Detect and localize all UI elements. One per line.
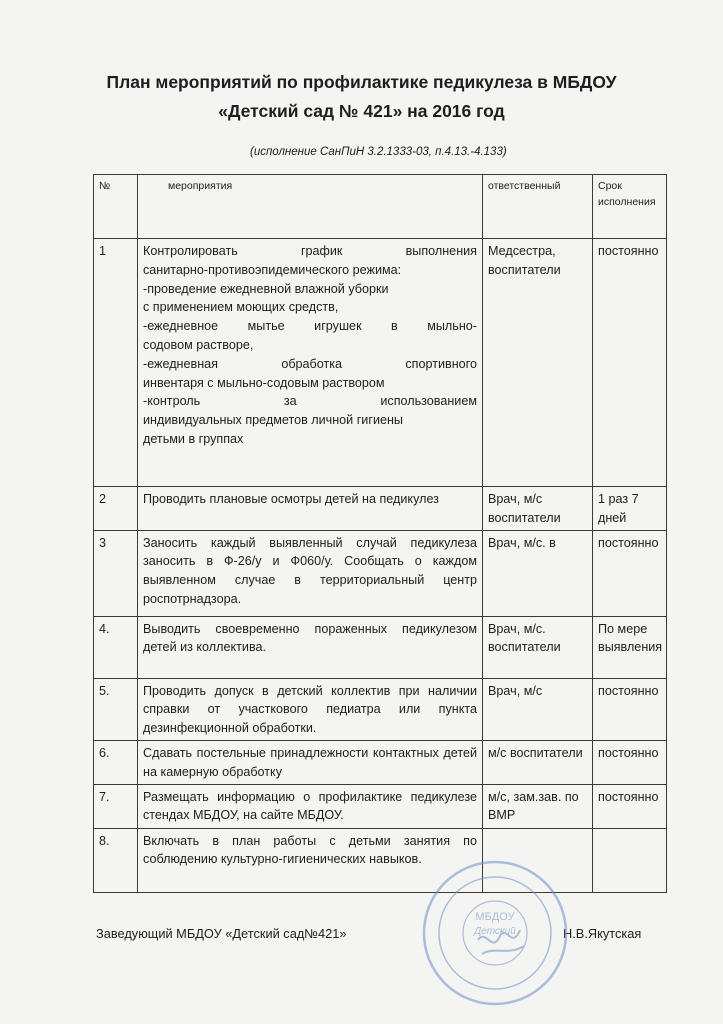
row-responsible: Врач, м/с. в bbox=[483, 530, 593, 616]
activity-line: -ежедневное мытье игрушек в мыльно- bbox=[143, 319, 477, 334]
row-responsible: м/с, зам.зав. по ВМР bbox=[483, 784, 593, 828]
row-activity: Сдавать постельные принадлежности контактных детей на камерную обработку bbox=[138, 740, 483, 784]
stamp-middle-text: Детский bbox=[474, 926, 516, 937]
row-activity: Размещать информацию о профилактике педикулезе стендах МБДОУ, на сайте МБДОУ. bbox=[138, 784, 483, 828]
document-subtitle: (исполнение СанПиН 3.2.1333-03, п.4.13.-4.133) bbox=[250, 146, 507, 158]
row-activity: Проводить плановые осмотры детей на педикулез bbox=[138, 487, 483, 531]
row-deadline: 1 раз 7 дней bbox=[593, 487, 667, 531]
row-deadline: постоянно bbox=[593, 740, 667, 784]
activity-line: -проведение ежедневной влажной уборки bbox=[143, 281, 389, 296]
activity-line: с применением моющих средств, bbox=[143, 300, 339, 315]
row-num: 6. bbox=[94, 740, 138, 784]
row-num: 8. bbox=[94, 828, 138, 892]
row-activity: Проводить допуск в детский коллектив при наличии справки от участкового педиатра или пункта дезинфекционной обработки. bbox=[138, 678, 483, 740]
row-activity bbox=[138, 239, 483, 487]
table-header-row bbox=[94, 175, 667, 239]
activity-line: -ежедневная обработка спортивного bbox=[143, 356, 477, 371]
row-deadline: постоянно bbox=[593, 784, 667, 828]
activity-line: инвентаря с мыльно-содовым раствором bbox=[143, 375, 385, 390]
header-deadline: Срок исполнения bbox=[593, 175, 667, 239]
row-deadline: По мере выявления bbox=[593, 616, 667, 678]
activity-line: индивидуальных предметов личной гигиены bbox=[143, 413, 403, 428]
row-deadline bbox=[593, 828, 667, 892]
official-stamp bbox=[420, 858, 570, 1008]
row-activity: Включать в план работы с детьми занятия по соблюдению культурно-гигиенических навыков. bbox=[138, 828, 483, 892]
table-row bbox=[94, 239, 667, 487]
table-row bbox=[94, 784, 667, 828]
row-num: 1 bbox=[94, 239, 138, 487]
table-row bbox=[94, 616, 667, 678]
table-row bbox=[94, 530, 667, 616]
table-row bbox=[94, 678, 667, 740]
row-num: 7. bbox=[94, 784, 138, 828]
table-row bbox=[94, 740, 667, 784]
row-responsible: Врач, м/с bbox=[483, 678, 593, 740]
row-deadline: постоянно bbox=[593, 678, 667, 740]
plan-table bbox=[93, 174, 667, 893]
header-num: № bbox=[94, 175, 138, 239]
footer-signer-name: Н.В.Якутская bbox=[563, 926, 642, 941]
table-row bbox=[94, 828, 667, 892]
row-responsible: м/с воспитатели bbox=[483, 740, 593, 784]
table-row bbox=[94, 487, 667, 531]
row-num: 3 bbox=[94, 530, 138, 616]
row-activity: Выводить своевременно пораженных педикулезом детей из коллектива. bbox=[138, 616, 483, 678]
stamp-top-text: МБДОУ bbox=[475, 911, 515, 923]
row-responsible: Медсестра, воспитатели bbox=[483, 239, 593, 487]
activity-line: Контролировать график выполнения bbox=[143, 244, 477, 258]
header-activity: мероприятия bbox=[138, 175, 483, 239]
row-num: 2 bbox=[94, 487, 138, 531]
row-deadline: постоянно bbox=[593, 530, 667, 616]
title-line-1: План мероприятий по профилактике педикулеза в МБДОУ bbox=[106, 72, 617, 92]
row-deadline: постоянно bbox=[593, 239, 667, 487]
title-line-2: «Детский сад № 421» на 2016 год bbox=[218, 101, 505, 121]
row-responsible: Врач, м/с воспитатели bbox=[483, 487, 593, 531]
row-num: 4. bbox=[94, 616, 138, 678]
activity-line: детьми в группах bbox=[143, 431, 244, 446]
document-title bbox=[80, 68, 643, 126]
row-activity: Заносить каждый выявленный случай педикулеза заносить в Ф-26/у и Ф060/у. Сообщать о каждом выявленном случае в территориальный центр роспотрнадзора. bbox=[138, 530, 483, 616]
header-responsible: ответственный bbox=[483, 175, 593, 239]
footer-position: Заведующий МБДОУ «Детский сад№421» bbox=[96, 926, 347, 941]
row-num: 5. bbox=[94, 678, 138, 740]
activity-line: -контроль за использованием bbox=[143, 394, 477, 409]
activity-line: содовом растворе, bbox=[143, 337, 254, 352]
row-responsible: Врач, м/с. воспитатели bbox=[483, 616, 593, 678]
activity-line: санитарно-противоэпидемического режима: bbox=[143, 262, 402, 277]
